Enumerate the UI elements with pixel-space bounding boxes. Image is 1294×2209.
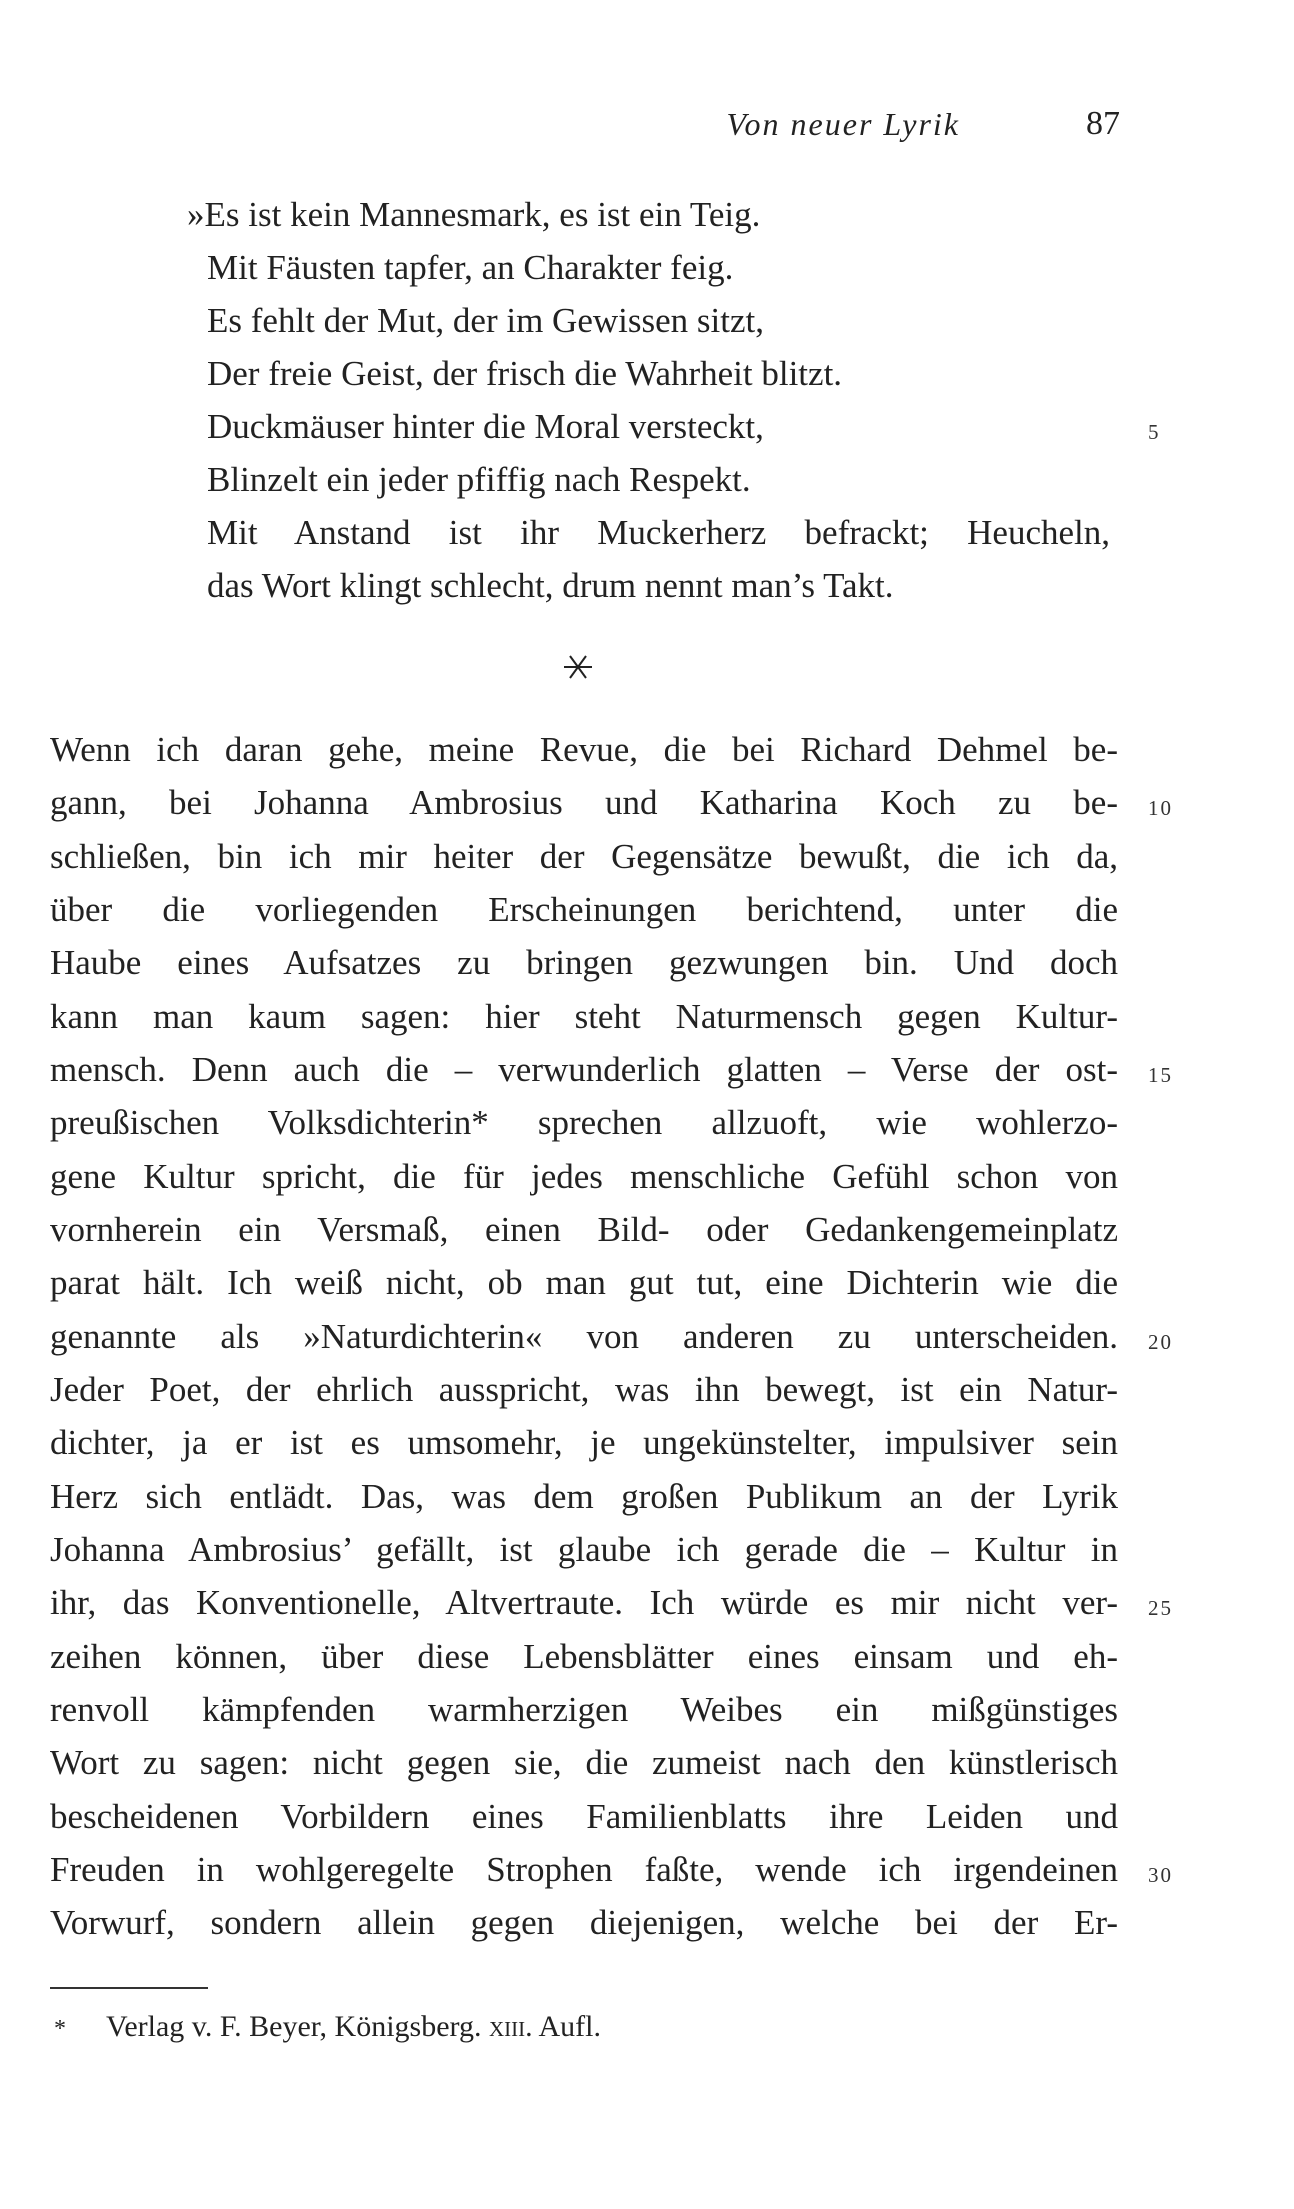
poem-line: das Wort klingt schlecht, drum nennt man’s Takt.: [207, 566, 894, 605]
text-line: Wort zu sagen: nicht gegen sie, die zumeist nach den künstlerisch: [50, 1743, 1118, 1782]
text-line: Wenn ich daran gehe, meine Revue, die bei Richard Dehmel be-: [50, 730, 1118, 769]
line-number: 20: [1148, 1330, 1173, 1354]
poem-line: Mit Anstand ist ihr Muckerherz befrackt; Heucheln,: [207, 513, 1110, 552]
footnote-text: [106, 2008, 601, 2046]
text-line: renvoll kämpfenden warmherzigen Weibes ein mißgünstiges: [50, 1690, 1118, 1729]
text-line: Herz sich entlädt. Das, was dem großen Publikum an der Lyrik: [50, 1477, 1118, 1516]
text-line: zeihen können, über diese Lebensblätter eines einsam und eh-: [50, 1637, 1118, 1676]
poem-line: »Es ist kein Mannesmark, es ist ein Teig.: [187, 195, 761, 234]
text-line: kann man kaum sagen: hier steht Naturmensch gegen Kultur-: [50, 997, 1118, 1036]
text-line: genannte als »Naturdichterin« von anderen zu unterscheiden.: [50, 1317, 1118, 1356]
footnote-rule: [50, 1987, 208, 1989]
poem-line: Duckmäuser hinter die Moral versteckt,: [207, 407, 764, 446]
text-line: schließen, bin ich mir heiter der Gegensätze bewußt, die ich da,: [50, 837, 1118, 876]
text-line: Freuden in wohlgeregelte Strophen faßte, wende ich irgendeinen: [50, 1850, 1118, 1889]
text-line: gene Kultur spricht, die für jedes menschliche Gefühl schon von: [50, 1157, 1118, 1196]
page-number: 87: [1086, 105, 1120, 142]
text-line: Jeder Poet, der ehrlich ausspricht, was ihn bewegt, ist ein Natur-: [50, 1370, 1118, 1409]
text-line: über die vorliegenden Erscheinungen berichtend, unter die: [50, 890, 1118, 929]
text-line: ihr, das Konventionelle, Altvertraute. Ich würde es mir nicht ver-: [50, 1583, 1118, 1622]
line-number: 25: [1148, 1596, 1173, 1620]
line-number: 30: [1148, 1863, 1173, 1887]
poem-line: Mit Fäusten tapfer, an Charakter feig.: [207, 248, 734, 287]
footnote-mark: *: [54, 2016, 66, 2042]
line-number: 10: [1148, 796, 1173, 820]
text-line: Vorwurf, sondern allein gegen diejenigen, welche bei der Er-: [50, 1903, 1118, 1942]
text-line: parat hält. Ich weiß nicht, ob man gut tut, eine Dichterin wie die: [50, 1263, 1118, 1302]
poem-line: Es fehlt der Mut, der im Gewissen sitzt,: [207, 301, 764, 340]
running-title: Von neuer Lyrik: [726, 106, 960, 142]
text-line: Haube eines Aufsatzes zu bringen gezwungen bin. Und doch: [50, 943, 1118, 982]
text-line: mensch. Denn auch die – verwunderlich glatten – Verse der ost-: [50, 1050, 1118, 1089]
text-line: bescheidenen Vorbildern eines Familienblatts ihre Leiden und: [50, 1797, 1118, 1836]
text-line: dichter, ja er ist es umsomehr, je ungekünstelter, impulsiver sein: [50, 1423, 1118, 1462]
line-number: 5: [1148, 420, 1161, 444]
text-line: gann, bei Johanna Ambrosius und Katharina Koch zu be-: [50, 783, 1118, 822]
footnote-text-before: Verlag v. F. Beyer, Königsberg.: [106, 2010, 489, 2043]
footnote-edition: xiii: [489, 2010, 526, 2043]
line-number: 15: [1148, 1063, 1173, 1087]
footnote-text-after: . Aufl.: [525, 2010, 601, 2043]
asterism-star-icon: [562, 652, 594, 682]
text-line: Johanna Ambrosius’ gefällt, ist glaube ich gerade die – Kultur in: [50, 1530, 1118, 1569]
text-line: preußischen Volksdichterin* sprechen allzuoft, wie wohlerzo-: [50, 1103, 1118, 1142]
poem-line: Der freie Geist, der frisch die Wahrheit blitzt.: [207, 354, 843, 393]
poem-line: Blinzelt ein jeder pfiffig nach Respekt.: [207, 460, 751, 499]
text-line: vornherein ein Versmaß, einen Bild- oder Gedankengemeinplatz: [50, 1210, 1118, 1249]
